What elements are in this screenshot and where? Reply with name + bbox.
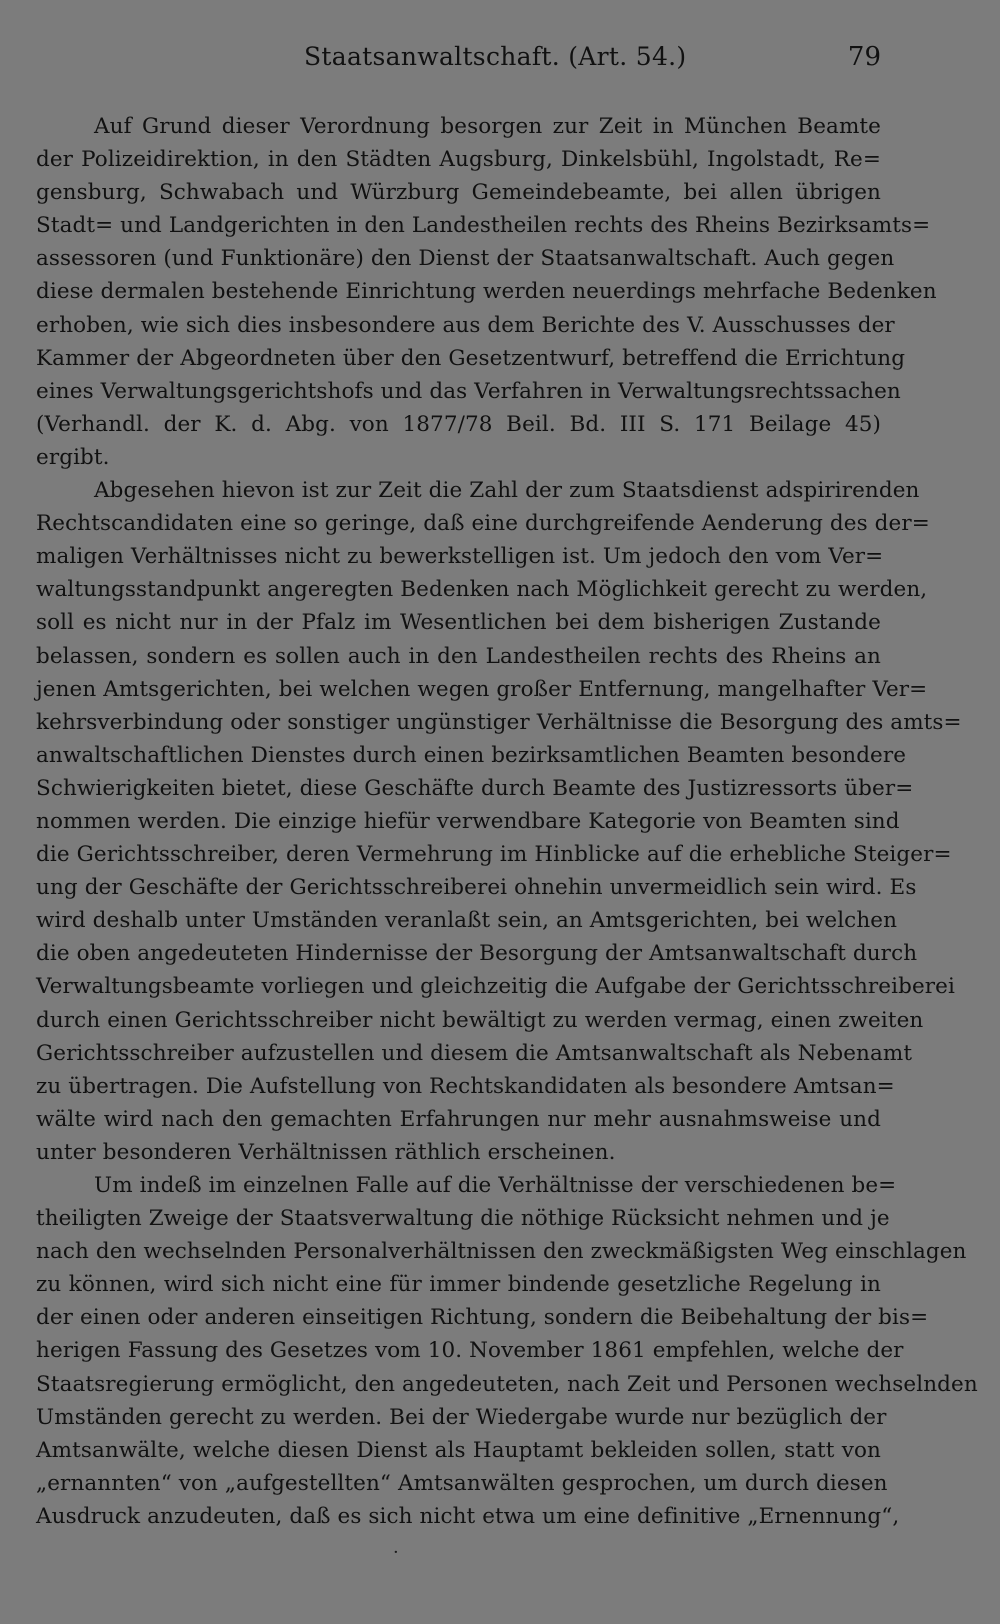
body-text (36, 110, 978, 1533)
text-line: die Gerichtsschreiber, deren Vermehrung im Hinblicke auf die erhebliche Steiger= (36, 842, 952, 868)
text-line: der einen oder anderen einseitigen Richtung, sondern die Beibehaltung der bis= (36, 1305, 929, 1331)
text-line: Amtsanwälte, welche diesen Dienst als Hauptamt bekleiden sollen, statt von (36, 1437, 881, 1463)
text-line: Rechtscandidaten eine so geringe, daß eine durchgreifende Aenderung des der= (36, 511, 930, 537)
text-line: Auf Grund dieser Verordnung besorgen zur Zeit in München Beamte (94, 114, 881, 139)
text-line: „ernannten“ von „aufgestellten“ Amtsanwälten gesprochen, um durch diesen (36, 1470, 888, 1496)
text-line: maligen Verhältnisses nicht zu bewerkstelligen ist. Um jedoch den vom Ver= (36, 544, 884, 570)
text-line: Umständen gerecht zu werden. Bei der Wiedergabe wurde nur bezüglich der (36, 1404, 887, 1430)
page-header (36, 42, 881, 82)
text-line: wird deshalb unter Umständen veranlaßt sein, an Amtsgerichten, bei welchen (36, 908, 898, 934)
text-line: waltungsstandpunkt angeregten Bedenken nach Möglichkeit gerecht zu werden, (36, 577, 928, 603)
page-bottom-dot: · (393, 1542, 399, 1563)
text-line: herigen Fassung des Gesetzes vom 10. November 1861 empfehlen, welche der (36, 1338, 904, 1364)
text-line: erhoben, wie sich dies insbesondere aus dem Berichte des V. Ausschusses der (36, 312, 895, 338)
text-line: diese dermalen bestehende Einrichtung werden neuerdings mehrfache Bedenken (36, 279, 937, 305)
text-line: die oben angedeuteten Hindernisse der Besorgung der Amtsanwaltschaft durch (36, 941, 918, 967)
text-line: anwaltschaftlichen Dienstes durch einen bezirksamtlichen Beamten besondere (36, 742, 907, 768)
text-line: Verwaltungsbeamte vorliegen und gleichzeitig die Aufgabe der Gerichtsschreiberei (36, 974, 955, 1000)
text-line: nach den wechselnden Personalverhältnissen den zweckmäßigsten Weg einschlagen (36, 1239, 967, 1265)
text-line: soll es nicht nur in der Pfalz im Wesentlichen bei dem bisherigen Zustande (36, 610, 881, 636)
text-line: jenen Amtsgerichten, bei welchen wegen großer Entfernung, mangelhafter Ver= (36, 676, 928, 702)
text-line: Ausdruck anzudeuten, daß es sich nicht etwa um eine definitive „Ernennung“, (36, 1503, 900, 1529)
text-line: durch einen Gerichtsschreiber nicht bewältigt zu werden vermag, einen zweiten (36, 1007, 924, 1033)
text-line: Staatsregierung ermöglicht, den angedeuteten, nach Zeit und Personen wechselnden (36, 1371, 978, 1397)
page-number: 79 (847, 42, 881, 72)
text-line: Stadt= und Landgerichten in den Landestheilen rechts des Rheins Bezirksamts= (36, 213, 931, 239)
text-line: Kammer der Abgeordneten über den Gesetzentwurf, betreffend die Errichtung (36, 345, 906, 371)
text-line: der Polizeidirektion, in den Städten Augsburg, Dinkelsbühl, Ingolstadt, Re= (36, 147, 881, 173)
text-line: zu können, wird sich nicht eine für immer bindende gesetzliche Regelung in (36, 1272, 881, 1298)
text-line: (Verhandl. der K. d. Abg. von 1877/78 Beil. Bd. III S. 171 Beilage 45) (36, 411, 881, 437)
text-line: Abgesehen hievon ist zur Zeit die Zahl der zum Staatsdienst adspirirenden (94, 478, 920, 504)
text-line: eines Verwaltungsgerichtshofs und das Verfahren in Verwaltungsrechtssachen (36, 378, 901, 404)
text-line: belassen, sondern es sollen auch in den Landestheilen rechts des Rheins an (36, 643, 881, 669)
running-head: Staatsanwaltschaft. (Art. 54.) (304, 42, 687, 71)
text-line: kehrsverbindung oder sonstiger ungünstiger Verhältnisse die Besorgung des amts= (36, 709, 962, 735)
text-line: zu übertragen. Die Aufstellung von Rechtskandidaten als besondere Amtsan= (36, 1073, 895, 1099)
text-line: nommen werden. Die einzige hiefür verwendbare Kategorie von Beamten sind (36, 808, 900, 834)
text-line: Schwierigkeiten bietet, diese Geschäfte durch Beamte des Justizressorts über= (36, 775, 914, 801)
text-line: assessoren (und Funktionäre) den Dienst der Staatsanwaltschaft. Auch gegen (36, 246, 895, 272)
text-line: ung der Geschäfte der Gerichtsschreiberei ohnehin unvermeidlich sein wird. Es (36, 875, 917, 901)
text-line: Gerichtsschreiber aufzustellen und diesem die Amtsanwaltschaft als Nebenamt (36, 1040, 913, 1066)
text-line: unter besonderen Verhältnissen räthlich erscheinen. (36, 1139, 616, 1165)
text-line: theiligten Zweige der Staatsverwaltung die nöthige Rücksicht nehmen und je (36, 1206, 890, 1232)
text-line: wälte wird nach den gemachten Erfahrungen nur mehr ausnahmsweise und (36, 1106, 881, 1132)
text-line: ergibt. (36, 444, 110, 470)
text-line: gensburg, Schwabach und Würzburg Gemeindebeamte, bei allen übrigen (36, 180, 881, 206)
text-line: Um indeß im einzelnen Falle auf die Verhältnisse der verschiedenen be= (94, 1173, 897, 1198)
